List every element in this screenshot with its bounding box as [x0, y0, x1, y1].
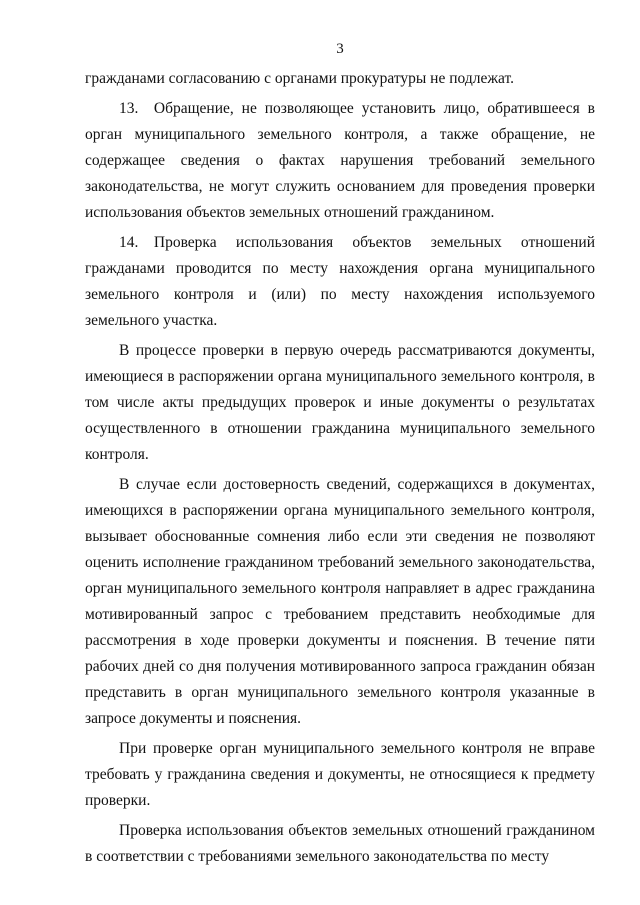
document-body [85, 66, 595, 870]
paragraph-14: 14. Проверка использования объектов земельных отношений гражданами проводится по месту нахождения органа муниципального земельного контроля и (или) по месту нахождения используемого земельного участка. [85, 234, 595, 329]
paragraph-document-review: В процессе проверки в первую очередь рассматриваются документы, имеющиеся в распоряжении органа муниципального земельного контроля, в том числе акты предыдущих проверок и иные документы о результатах осуществленного в отношении гражданина муниципального земельного контроля. [85, 342, 595, 463]
paragraph-location-check: Проверка использования объектов земельных отношений гражданином в соответствии с требованиями земельного законодательства по месту [85, 822, 595, 865]
paragraph-motivated-request: В случае если достоверность сведений, содержащихся в документах, имеющихся в распоряжении органа муниципального земельного контроля, вызывает обоснованные сомнения либо если эти сведения не позволяют оценить исполнение гражданином требований земельного законодательства, орган муниципального земельного контроля направляет в адрес гражданина мотивированный запрос с требованием представить необходимые для рассмотрения в ходе проверки документы и пояснения. В течение пяти рабочих дней со дня получения мотивированного запроса гражданин обязан представить в орган муниципального земельного контроля указанные в запросе документы и пояснения. [85, 476, 595, 727]
paragraph-no-unrelated-documents: При проверке орган муниципального земельного контроля не вправе требовать у гражданина сведения и документы, не относящиеся к предмету проверки. [85, 740, 595, 809]
paragraph-13: 13. Обращение, не позволяющее установить лицо, обратившееся в орган муниципального земельного контроля, а также обращение, не содержащее сведения о фактах нарушения требований земельного законодательства, не могут служить основанием для проведения проверки использования объектов земельных отношений гражданином. [85, 100, 595, 221]
page-number: 3 [336, 41, 344, 57]
paragraph-continuation: гражданами согласованию с органами прокуратуры не подлежат. [85, 70, 515, 87]
